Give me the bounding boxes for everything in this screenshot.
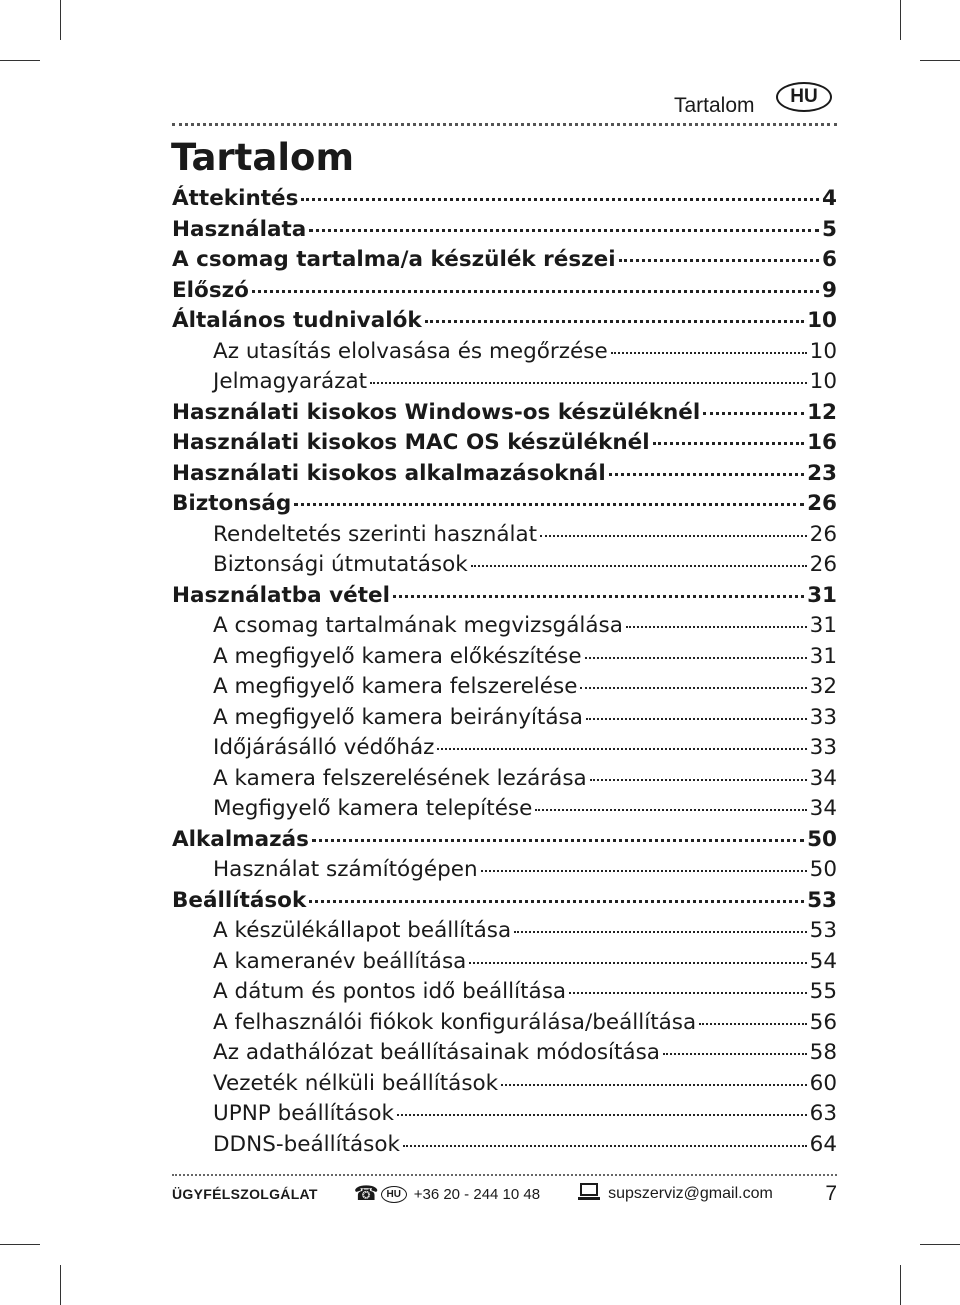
toc-entry-page: 23 [807,460,837,486]
toc-entry-page: 55 [809,979,837,1004]
toc-entry [172,1010,837,1041]
toc-entry-title: Az utasítás elolvasása és megőrzése [213,338,608,364]
toc-entry-page: 63 [809,1101,837,1126]
toc-dot-leader [370,382,807,384]
toc-dot-leader [609,473,804,476]
toc-dot-leader [425,320,804,323]
running-header-title: Tartalom [674,94,755,117]
toc-entry-page: 64 [809,1131,837,1157]
toc-entry-title: Vezeték nélküli beállítások [213,1070,499,1096]
support-email: supszerviz@gmail.com [608,1185,773,1202]
toc-entry-title: Alkalmazás [172,826,309,852]
toc-entry-title: Használatba vétel [172,582,390,608]
toc-entry-page: 16 [807,430,837,455]
toc-entry [172,400,837,431]
toc-entry-page: 5 [822,216,837,242]
toc-entry-title: Az adathálózat beállításainak módosítása [213,1040,660,1065]
toc-entry-page: 26 [809,552,837,577]
toc-entry [172,1101,837,1132]
toc-entry [172,308,837,339]
crop-mark [900,1265,901,1305]
toc-entry-page: 31 [809,613,837,638]
toc-entry-title: A csomag tartalmának megvizsgálása [213,613,623,638]
table-of-contents [172,186,837,1162]
crop-mark [60,0,61,40]
toc-entry-title: Előszó [172,277,249,303]
toc-entry [172,1040,837,1071]
toc-dot-leader [471,565,807,567]
toc-entry-title: Megfigyelő kamera telepítése [213,796,533,821]
toc-entry [172,827,837,858]
toc-entry-title: DDNS-beállítások [213,1131,400,1157]
toc-entry [172,918,837,949]
hungary-country-icon: HU [381,1186,407,1203]
toc-entry [172,583,837,614]
footer [172,1182,837,1206]
toc-entry [172,461,837,492]
toc-entry-page: 6 [822,247,837,272]
page-number: 7 [825,1182,837,1205]
toc-dot-leader [626,626,807,628]
toc-entry-title: Áttekintés [172,186,299,211]
toc-dot-leader [569,992,807,994]
toc-entry-page: 12 [807,399,837,425]
toc-entry-title: Használati kisokos MAC OS készüléknél [172,430,650,455]
toc-entry [172,644,837,675]
toc-entry-page: 33 [809,704,837,730]
crop-mark [60,1265,61,1305]
toc-entry [172,735,837,766]
phone-number: +36 20 - 244 10 48 [413,1185,541,1203]
toc-entry [172,552,837,583]
toc-entry [172,1071,837,1102]
toc-entry [172,857,837,888]
toc-dot-leader [699,1023,806,1025]
crop-mark [920,1244,960,1245]
toc-dot-leader [653,442,804,445]
toc-entry-title: A készülékállapot beállítása [213,918,512,943]
toc-dot-leader [619,259,819,262]
toc-entry-title: A csomag tartalma/a készülék részei [172,247,616,272]
toc-dot-leader [393,595,804,598]
toc-entry-title: Használata [172,216,307,242]
toc-entry-page: 34 [809,796,837,821]
toc-entry-page: 50 [809,857,837,882]
toc-dot-leader [309,900,804,903]
toc-entry [172,369,837,400]
language-badge: HU [776,82,832,112]
toc-dot-leader [501,1084,807,1086]
toc-entry [172,1132,837,1163]
toc-entry-title: Időjárásálló védőház [213,735,435,760]
toc-entry-title: Biztonság [172,491,292,516]
toc-entry [172,796,837,827]
toc-entry-title: Rendeltetés szerinti használat [213,521,538,547]
toc-entry-title: A dátum és pontos idő beállítása [213,979,567,1004]
toc-entry [172,339,837,370]
crop-mark [900,0,901,40]
toc-entry-title: UPNP beállítások [213,1101,394,1126]
toc-entry-page: 26 [809,521,837,547]
toc-entry-page: 10 [809,369,837,394]
toc-entry-page: 31 [809,643,837,669]
toc-entry [172,217,837,248]
footer-divider [172,1174,837,1176]
toc-entry-title: A megfigyelő kamera felszerelése [213,674,578,699]
crop-mark [920,60,960,61]
toc-entry [172,888,837,919]
toc-dot-leader [535,809,806,811]
laptop-icon [578,1183,600,1206]
toc-entry-title: Jelmagyarázat [213,369,368,394]
toc-dot-leader [301,198,819,201]
toc-entry [172,613,837,644]
toc-entry-title: A kameranév beállítása [213,948,467,974]
toc-dot-leader [252,290,819,293]
toc-entry-title: Beállítások [172,887,307,913]
toc-dot-leader [663,1053,807,1055]
toc-dot-leader [469,962,806,964]
toc-dot-leader [481,870,807,872]
toc-entry-page: 53 [809,918,837,943]
toc-entry [172,186,837,217]
toc-entry-page: 10 [809,338,837,364]
toc-entry [172,278,837,309]
toc-entry-title: Használati kisokos Windows-os készüléknél [172,399,701,425]
header-divider [172,123,837,126]
toc-entry-page: 34 [809,765,837,791]
toc-entry [172,430,837,461]
toc-entry-page: 58 [809,1040,837,1065]
toc-dot-leader [540,535,807,537]
toc-dot-leader [403,1145,807,1147]
toc-entry [172,979,837,1010]
toc-dot-leader [611,352,807,354]
toc-entry-title: A megfigyelő kamera beirányítása [213,704,583,730]
toc-entry-page: 4 [822,186,837,211]
toc-entry [172,766,837,797]
toc-entry-page: 32 [809,674,837,699]
toc-entry-title: A megfigyelő kamera előkészítése [213,643,582,669]
toc-entry [172,674,837,705]
toc-entry-page: 31 [807,582,837,608]
toc-entry [172,949,837,980]
toc-dot-leader [437,748,806,750]
page-title: Tartalom [171,136,354,179]
toc-entry-page: 56 [809,1009,837,1035]
customer-service-label: ÜGYFÉLSZOLGÁLAT [172,1186,318,1202]
toc-dot-leader [312,839,804,842]
toc-entry-page: 60 [809,1070,837,1096]
toc-dot-leader [586,718,807,720]
toc-dot-leader [294,503,804,506]
toc-dot-leader [514,931,806,933]
toc-dot-leader [590,779,807,781]
toc-dot-leader [703,412,804,415]
toc-entry-page: 53 [807,887,837,913]
toc-entry [172,705,837,736]
toc-entry-page: 10 [807,308,837,333]
toc-entry-page: 9 [822,277,837,303]
toc-entry-title: Általános tudnivalók [172,308,422,333]
toc-entry-page: 50 [807,826,837,852]
crop-mark [0,60,40,61]
toc-entry [172,491,837,522]
toc-dot-leader [580,687,806,689]
toc-dot-leader [309,229,819,232]
toc-entry [172,247,837,278]
toc-entry [172,522,837,553]
toc-entry-title: A kamera felszerelésének lezárása [213,765,587,791]
toc-entry-title: Használat számítógépen [213,857,478,882]
toc-entry-page: 26 [807,491,837,516]
toc-entry-title: Használati kisokos alkalmazásoknál [172,460,606,486]
toc-dot-leader [585,657,807,659]
toc-entry-title: A felhasználói fiókok konfigurálása/beállítása [213,1009,697,1035]
toc-entry-page: 54 [809,948,837,974]
telephone-icon: ☎ [353,1183,379,1205]
toc-dot-leader [397,1114,807,1116]
crop-mark [0,1244,40,1245]
toc-entry-title: Biztonsági útmutatások [213,552,468,577]
toc-entry-page: 33 [809,735,837,760]
